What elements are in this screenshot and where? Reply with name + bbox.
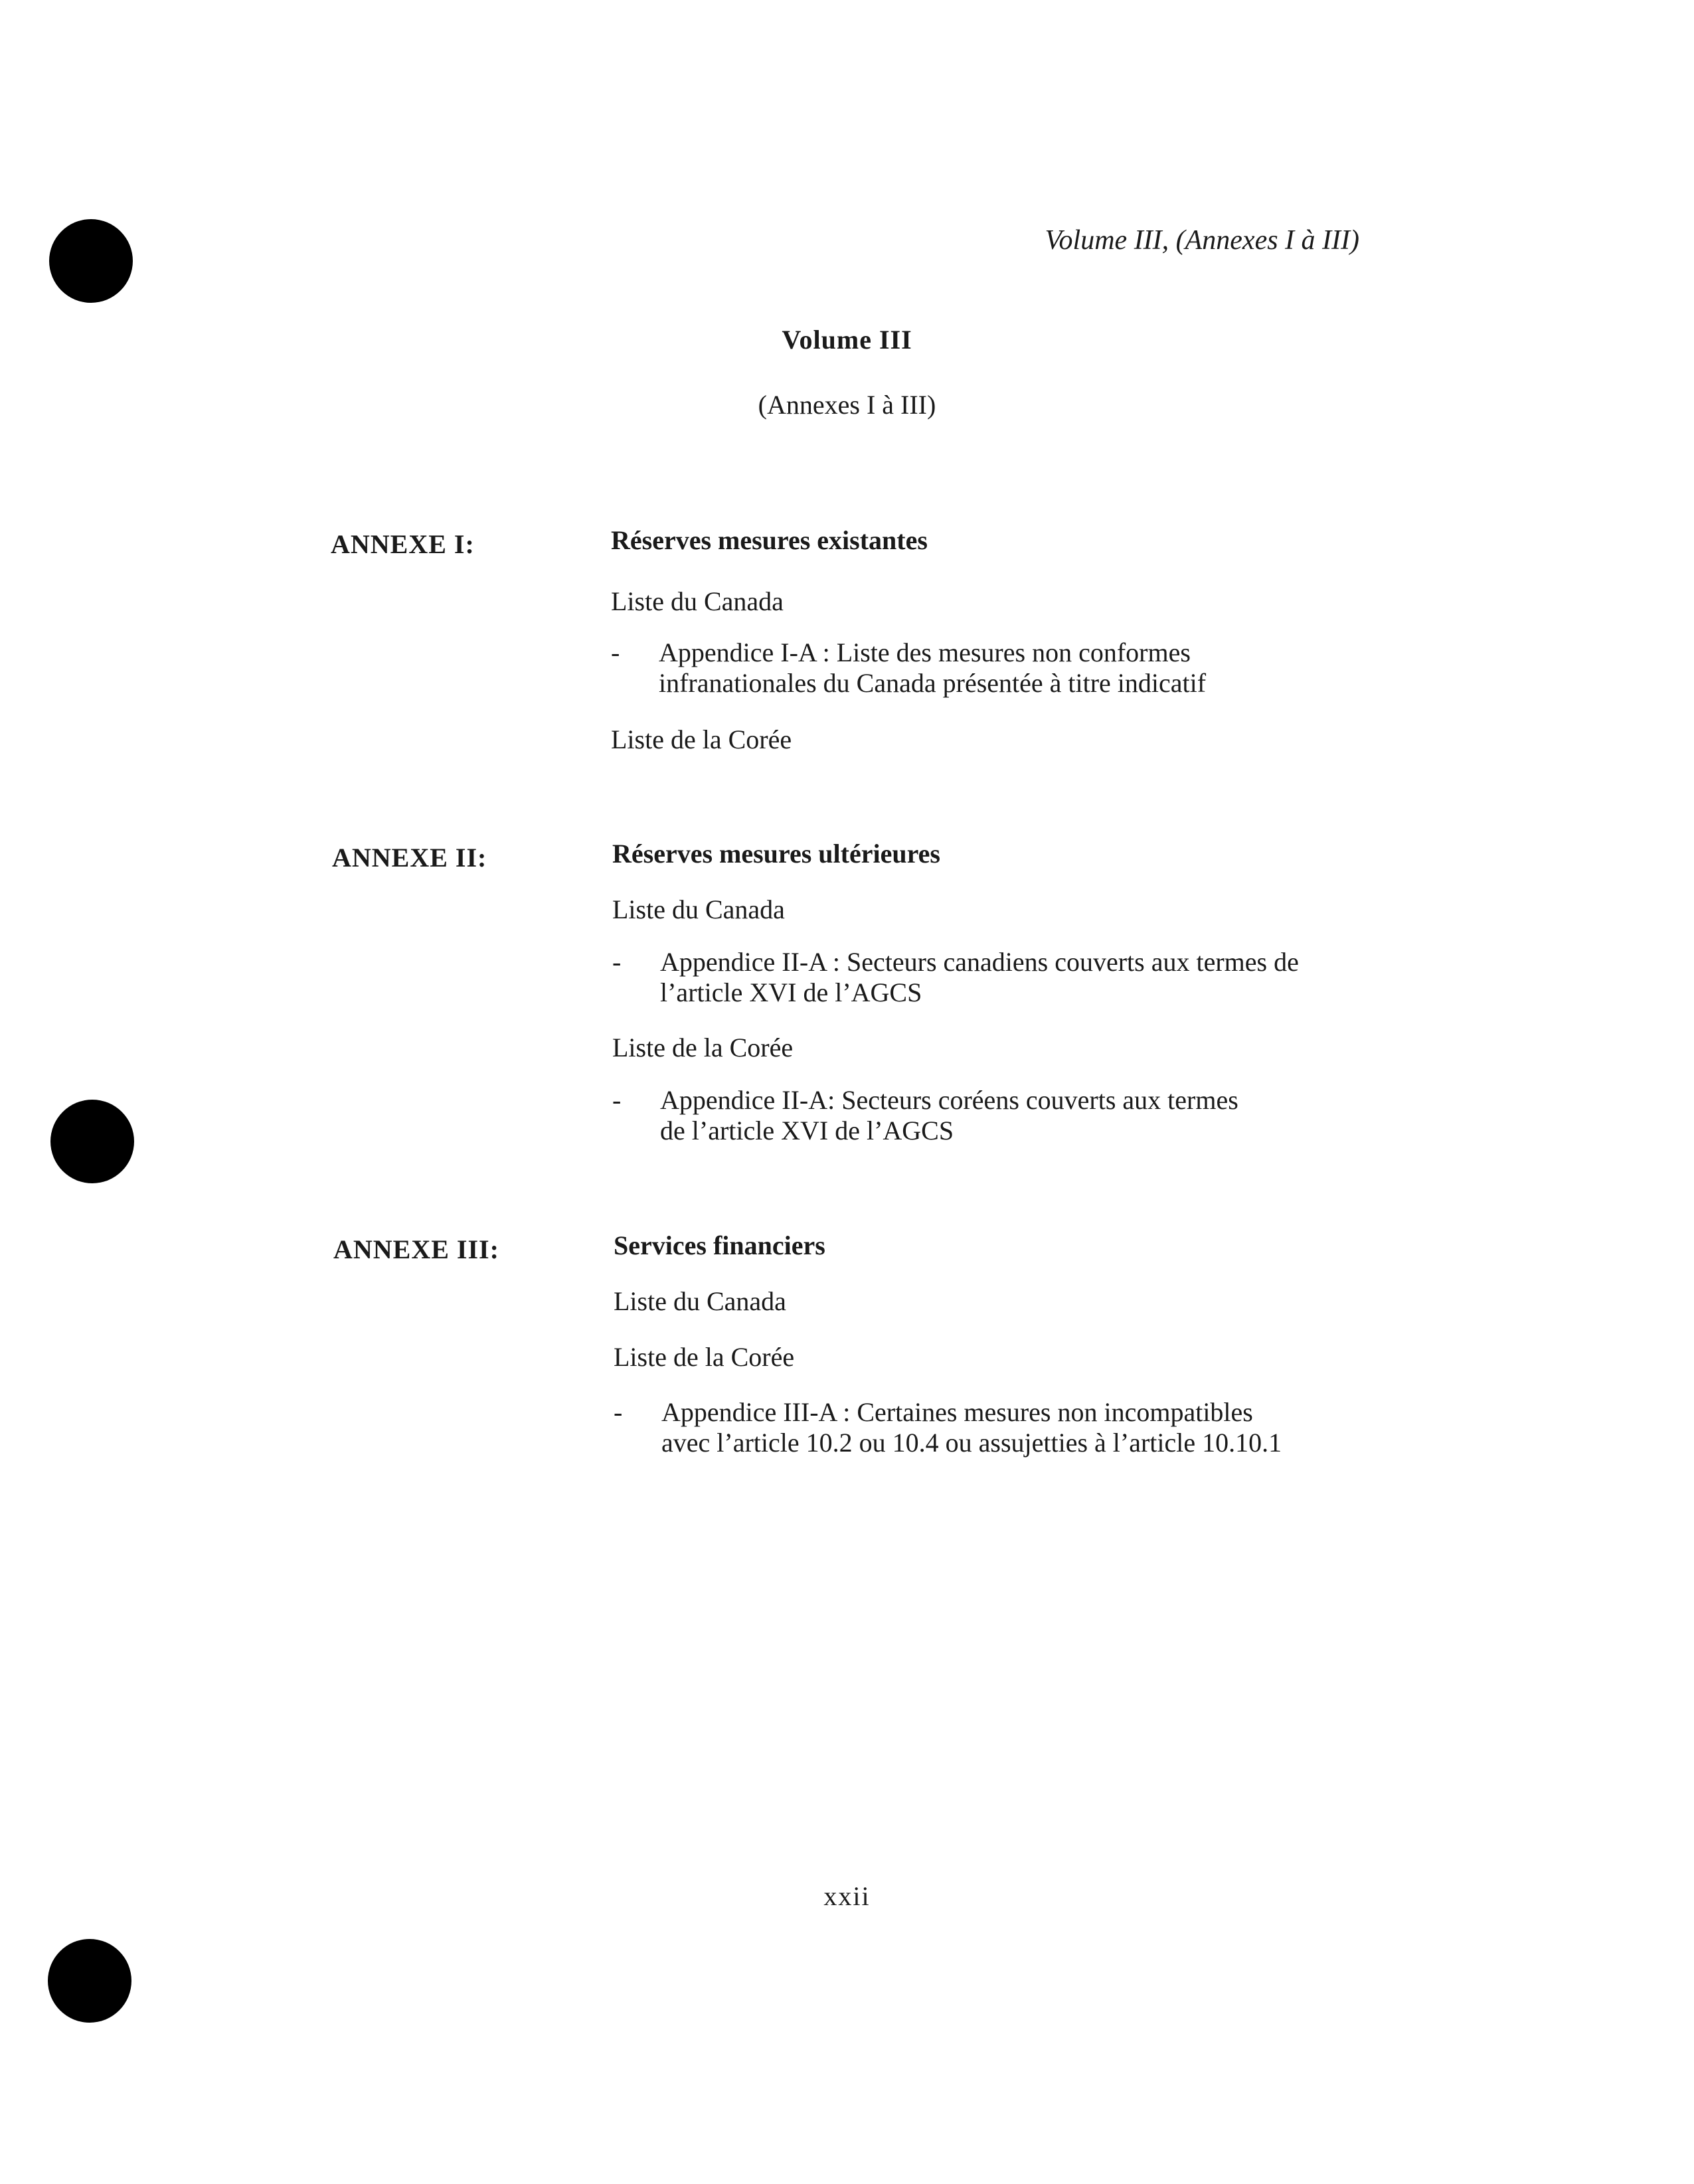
appendix-line-1: Appendice I-A : Liste des mesures non conformes	[659, 637, 1191, 667]
page-subtitle: (Annexes I à III)	[758, 390, 936, 420]
punch-hole-bottom	[48, 1939, 131, 2023]
annex-1-section	[611, 525, 1620, 756]
appendix-line-2: de l’article XVI de l’AGCS	[660, 1116, 954, 1145]
annex-1-label: ANNEXE I:	[331, 529, 475, 559]
annex-3-section	[614, 1230, 1623, 1458]
annex-1-appendix-canada	[611, 637, 1620, 699]
annex-1-heading: Réserves mesures existantes	[611, 525, 928, 555]
annex-2-appendix-canada	[612, 947, 1622, 1008]
page-title: Volume III	[782, 325, 912, 355]
annex-3-heading: Services financiers	[614, 1230, 825, 1260]
annex-3-schedule-canada: Liste du Canada	[614, 1286, 786, 1316]
appendix-line-2: l’article XVI de l’AGCS	[660, 977, 922, 1007]
list-dash: -	[612, 947, 622, 977]
annex-2-appendix-korea	[612, 1085, 1622, 1146]
annex-3-appendix-korea	[614, 1397, 1623, 1458]
annex-2-schedule-korea: Liste de la Corée	[612, 1033, 794, 1062]
annex-3-schedule-korea: Liste de la Corée	[614, 1342, 795, 1372]
annex-3-label: ANNEXE III:	[333, 1234, 499, 1264]
running-head: Volume III, (Annexes I à III)	[1045, 225, 1359, 256]
annex-2-heading: Réserves mesures ultérieures	[612, 839, 940, 869]
list-dash: -	[612, 1085, 622, 1115]
annex-2-label: ANNEXE II:	[332, 843, 487, 873]
annex-2-section	[612, 838, 1622, 1146]
appendix-line-1: Appendice II-A : Secteurs canadiens couverts aux termes de	[660, 947, 1299, 977]
appendix-line-1: Appendice II-A: Secteurs coréens couverts aux termes	[660, 1085, 1238, 1115]
appendix-line-2: infranationales du Canada présentée à titre indicatif	[659, 668, 1207, 698]
annex-1-schedule-korea: Liste de la Corée	[611, 724, 792, 754]
list-dash: -	[611, 637, 620, 667]
punch-hole-top	[49, 219, 133, 303]
list-dash: -	[614, 1397, 623, 1427]
appendix-line-1: Appendice III-A : Certaines mesures non incompatibles	[661, 1397, 1253, 1427]
annex-1-schedule-canada: Liste du Canada	[611, 586, 784, 616]
page-number: xxii	[823, 1881, 871, 1911]
annex-2-schedule-canada: Liste du Canada	[612, 894, 785, 924]
punch-hole-middle	[50, 1100, 134, 1183]
appendix-line-2: avec l’article 10.2 ou 10.4 ou assujetties à l’article 10.10.1	[661, 1428, 1282, 1458]
